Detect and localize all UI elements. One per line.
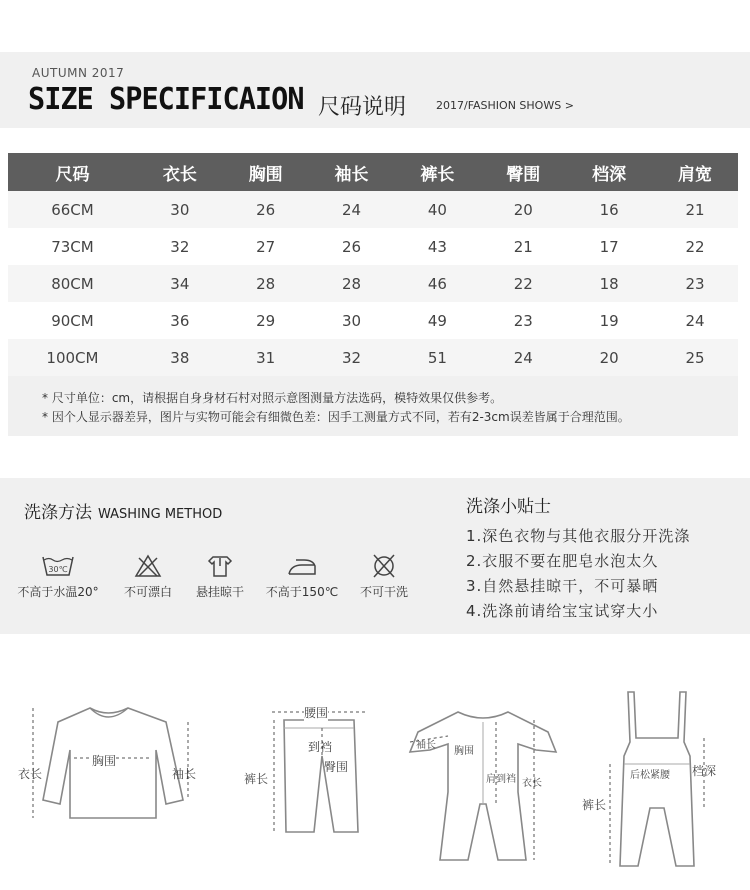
size-cell: 66CM [8, 191, 137, 228]
col-crotch-depth: 档深 [566, 153, 652, 191]
romper-chest-label: 胸围 [454, 746, 474, 757]
size-cell: 22 [480, 265, 566, 302]
size-cell: 21 [652, 191, 738, 228]
size-cell: 24 [652, 302, 738, 339]
pants-crotch-label: 到裆 [308, 740, 333, 754]
col-sleeve: 袖长 [309, 153, 395, 191]
size-notes [8, 376, 738, 436]
size-cell: 49 [394, 302, 480, 339]
romper-length-label: 衣长 [522, 778, 542, 789]
washing-section [0, 478, 750, 634]
overalls-waist-label: 后松紧腰 [630, 770, 670, 781]
size-cell: 22 [652, 228, 738, 265]
romper-diagram [398, 680, 568, 870]
shirt-sleeve-label: 袖长 [172, 767, 197, 781]
size-cell: 36 [137, 302, 223, 339]
tip-item: 2.衣服不要在肥皂水泡太久 [466, 552, 659, 570]
size-cell: 46 [394, 265, 480, 302]
size-cell: 80CM [8, 265, 137, 302]
size-cell: 20 [480, 191, 566, 228]
size-cell: 29 [223, 302, 309, 339]
col-shoulder: 肩宽 [652, 153, 738, 191]
size-cell: 20 [566, 339, 652, 376]
col-length: 衣长 [137, 153, 223, 191]
size-row [8, 339, 738, 376]
tip-item: 3.自然悬挂晾干，不可暴晒 [466, 577, 659, 595]
col-pants-length: 裤长 [394, 153, 480, 191]
size-row [8, 265, 738, 302]
fashion-shows-link[interactable]: 2017/FASHION SHOWS > [436, 99, 574, 112]
overalls-length-label: 裤长 [582, 798, 607, 812]
no-bleach-label: 不可漂白 [123, 585, 172, 599]
size-cell: 26 [223, 191, 309, 228]
page-title: SIZE SPECIFICAION [28, 82, 304, 117]
size-cell: 27 [223, 228, 309, 265]
pants-length-label: 裤长 [244, 772, 269, 786]
size-cell: 30 [309, 302, 395, 339]
washing-title-en: WASHING METHOD [98, 507, 223, 522]
overalls-crotch-label: 档深 [692, 764, 717, 778]
wash-30-icon [41, 553, 75, 579]
shirt-diagram [18, 680, 213, 850]
size-cell: 17 [566, 228, 652, 265]
size-cell: 30 [137, 191, 223, 228]
iron-icon [286, 553, 318, 579]
col-size: 尺码 [8, 153, 137, 191]
note-disclaimer: * 因个人显示器差异，图片与实物可能会有细微色差：因手工测量方式不同，若有2-3cm误差皆属于合理范围。 [42, 410, 630, 424]
pants-hip-label: 臀围 [324, 760, 349, 774]
iron-label: 不高于150℃ [265, 585, 339, 599]
page-title-zh: 尺码说明 [318, 95, 407, 120]
size-cell: 25 [652, 339, 738, 376]
header-banner [0, 52, 750, 128]
size-cell: 51 [394, 339, 480, 376]
wash-30-label: 不高于水温20° [17, 585, 99, 599]
size-cell: 16 [566, 191, 652, 228]
tip-item: 4.洗涤前请给宝宝试穿大小 [466, 602, 659, 620]
hang-dry-icon [205, 553, 235, 579]
size-cell: 32 [309, 339, 395, 376]
size-table [8, 153, 738, 376]
no-bleach-icon [133, 553, 163, 579]
size-cell: 24 [309, 191, 395, 228]
size-table-header [8, 153, 738, 191]
tips-title: 洗涤小贴士 [466, 497, 551, 517]
pants-waist-label: 腰围 [304, 706, 329, 720]
size-cell: 23 [480, 302, 566, 339]
size-cell: 31 [223, 339, 309, 376]
romper-sleeve-label: 袖长 [416, 740, 436, 751]
size-cell: 18 [566, 265, 652, 302]
col-chest: 胸围 [223, 153, 309, 191]
size-cell: 73CM [8, 228, 137, 265]
size-cell: 100CM [8, 339, 137, 376]
washing-title [24, 498, 222, 523]
tip-item: 1.深色衣物与其他衣服分开洗涤 [466, 527, 691, 545]
shirt-chest-label: 胸围 [92, 754, 117, 768]
size-cell: 43 [394, 228, 480, 265]
no-dry-clean-label: 不可干洗 [359, 585, 408, 599]
size-cell: 23 [652, 265, 738, 302]
col-hip: 臀围 [480, 153, 566, 191]
shirt-length-label: 衣长 [18, 767, 43, 781]
size-cell: 28 [223, 265, 309, 302]
size-cell: 90CM [8, 302, 137, 339]
overalls-diagram [580, 680, 740, 870]
pants-diagram [242, 680, 382, 850]
size-cell: 38 [137, 339, 223, 376]
romper-shoulder-crotch-label: 肩到裆 [486, 774, 516, 785]
size-row [8, 191, 738, 228]
size-cell: 21 [480, 228, 566, 265]
size-cell: 26 [309, 228, 395, 265]
hang-dry-label: 悬挂晾干 [195, 585, 244, 599]
season-subtitle: AUTUMN 2017 [32, 66, 125, 80]
washing-title-zh: 洗涤方法 [24, 503, 92, 523]
no-dry-clean-icon [369, 553, 399, 579]
size-cell: 34 [137, 265, 223, 302]
size-row [8, 228, 738, 265]
size-cell: 24 [480, 339, 566, 376]
wash-30-item [8, 553, 108, 600]
size-cell: 40 [394, 191, 480, 228]
note-unit: * 尺寸单位：cm，请根据自身身材石村对照示意图测量方法选码，模特效果仅供参考。 [42, 391, 503, 405]
size-cell: 32 [137, 228, 223, 265]
size-cell: 28 [309, 265, 395, 302]
svg-text:30℃: 30℃ [48, 565, 68, 574]
no-dry-clean-item [334, 553, 434, 600]
size-cell: 19 [566, 302, 652, 339]
size-row [8, 302, 738, 339]
romper-outline [398, 680, 568, 870]
